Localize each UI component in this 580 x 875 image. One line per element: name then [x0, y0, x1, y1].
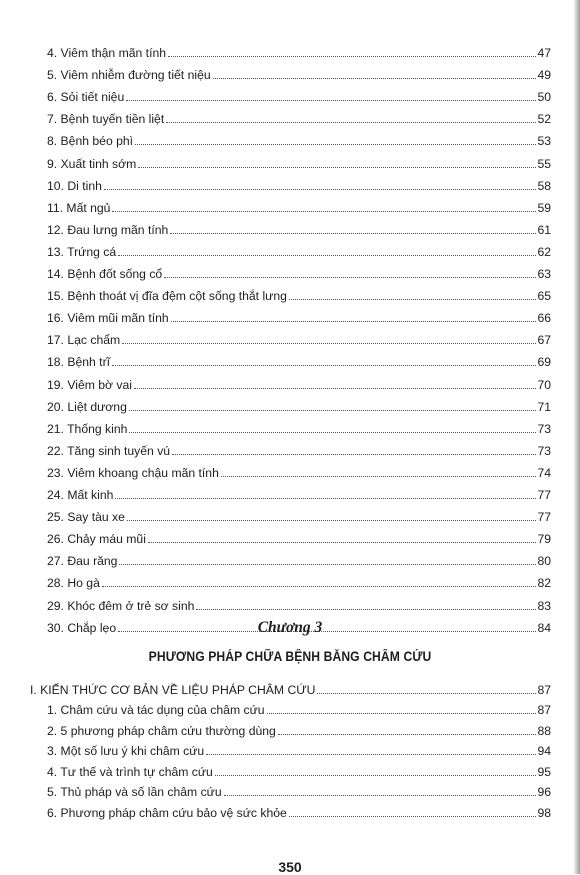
- toc-entry-label: 29. Khóc đêm ở trẻ sơ sinh: [47, 598, 195, 613]
- toc-entry-label: 25. Say tàu xe: [47, 510, 125, 525]
- toc-entry: [47, 349, 551, 369]
- page-number: 350: [278, 859, 302, 875]
- dot-leader: [267, 713, 537, 714]
- toc-entry-label: 26. Chảy máu mũi: [47, 532, 146, 547]
- dot-leader: [135, 144, 536, 145]
- toc-entry-label: 30. Chắp lẹo: [47, 620, 117, 635]
- toc-entry-label: 17. Lạc chẩm: [47, 333, 121, 348]
- dot-leader: [119, 564, 536, 565]
- toc-entry-page: 84: [537, 620, 551, 635]
- toc-entry-page: 53: [537, 134, 551, 149]
- toc-entry: [47, 718, 551, 738]
- dot-leader: [166, 122, 536, 123]
- toc-entry-label: 9. Xuất tinh sớm: [47, 156, 137, 171]
- toc-entry-page: 63: [537, 267, 551, 281]
- dot-leader: [213, 78, 537, 79]
- toc-entry: [47, 593, 551, 613]
- dot-leader: [317, 693, 536, 694]
- toc-entry: [47, 106, 551, 126]
- toc-entry: [47, 416, 551, 436]
- toc-entry-label: 5. Thủ pháp và số lần châm cứu: [47, 785, 222, 799]
- dot-leader: [112, 211, 536, 212]
- toc-entry-label: 22. Tăng sinh tuyến vú: [47, 443, 171, 458]
- toc-entry: [47, 128, 551, 148]
- toc-entry-label: 11. Mất ngủ: [47, 200, 111, 215]
- dot-leader: [170, 233, 536, 234]
- toc-entry-page: 77: [537, 510, 551, 525]
- toc-entry-label: 7. Bệnh tuyến tiền liệt: [47, 112, 165, 127]
- dot-leader: [115, 498, 536, 499]
- toc-section-page: 87: [537, 683, 551, 697]
- dot-leader: [134, 388, 536, 389]
- toc-entry-label: 6. Phương pháp châm cứu bảo vệ sức khỏe: [47, 805, 287, 820]
- toc-entry: [47, 548, 551, 568]
- toc-entry-label: 18. Bệnh trĩ: [47, 355, 111, 370]
- toc-entry-page: 47: [537, 46, 551, 60]
- dot-leader: [171, 321, 537, 322]
- toc-entry: [47, 239, 551, 259]
- toc-entry: [47, 504, 551, 524]
- page-edge-shadow: [573, 0, 580, 874]
- dot-leader: [196, 609, 536, 610]
- toc-entry-page: 95: [537, 764, 551, 779]
- dot-leader: [122, 343, 536, 344]
- toc-entry-label: 19. Viêm bờ vai: [47, 377, 132, 392]
- dot-leader: [126, 100, 536, 101]
- toc-entry-label: 28. Ho gà: [47, 576, 100, 591]
- dot-leader: [172, 454, 536, 455]
- toc-entry-page: 62: [537, 244, 551, 259]
- toc-entry-label: 5. Viêm nhiễm đường tiết niệu: [47, 68, 211, 83]
- dot-leader: [224, 795, 537, 796]
- toc-entry-page: 74: [537, 465, 551, 480]
- dot-leader: [164, 277, 536, 278]
- dot-leader: [102, 586, 537, 587]
- toc-entry-page: 66: [537, 311, 551, 326]
- toc-entry-page: 52: [537, 112, 551, 127]
- dot-leader: [148, 542, 537, 543]
- toc-section-entry: [30, 677, 551, 697]
- toc-entry-page: 87: [537, 703, 551, 717]
- toc-entry-label: 2. 5 phương pháp châm cứu thường dùng: [47, 723, 276, 738]
- dot-leader: [278, 734, 537, 735]
- toc-entry: [47, 779, 551, 799]
- toc-entry-label: 8. Bệnh béo phì: [47, 134, 134, 149]
- toc-entry: [47, 800, 551, 820]
- toc-entry: [47, 173, 551, 193]
- toc-entry: [47, 759, 551, 779]
- toc-entry: [47, 697, 551, 717]
- toc-entry-page: 73: [537, 421, 551, 436]
- toc-entry: [47, 195, 551, 215]
- toc-entry-label: 4. Tư thế và trình tự châm cứu: [47, 764, 213, 779]
- toc-entry-page: 49: [537, 68, 551, 83]
- chapter-heading: Chương 3: [257, 619, 323, 636]
- toc-entry: [47, 305, 551, 325]
- dot-leader: [112, 365, 536, 366]
- toc-entry-page: 96: [537, 785, 551, 799]
- toc-entry-label: 24. Mất kinh: [47, 488, 114, 502]
- toc-entry-page: 65: [537, 289, 551, 304]
- toc-entry-page: 70: [537, 377, 551, 392]
- dot-leader: [118, 255, 536, 256]
- toc-entry-label: 4. Viêm thận mãn tính: [47, 46, 167, 60]
- toc-entry-page: 77: [537, 488, 551, 502]
- toc-entry: [47, 217, 551, 237]
- toc-entry: [47, 526, 551, 546]
- toc-entry-label: 27. Đau răng: [47, 554, 118, 569]
- toc-entry-page: 59: [537, 200, 551, 215]
- toc-entry: [47, 84, 551, 104]
- toc-entry-page: 83: [537, 598, 551, 613]
- toc-entry-label: 20. Liệt dương: [47, 399, 127, 414]
- dot-leader: [104, 189, 537, 190]
- toc-entry-label: 23. Viêm khoang chậu mãn tính: [47, 465, 219, 480]
- dot-leader: [168, 56, 536, 57]
- dot-leader: [129, 410, 537, 411]
- dot-leader: [138, 167, 536, 168]
- toc-entry: [47, 151, 551, 171]
- toc-entry: [47, 283, 551, 303]
- toc-entry-page: 88: [537, 723, 551, 738]
- dot-leader: [215, 775, 537, 776]
- toc-entry: [47, 394, 551, 414]
- dot-leader: [127, 520, 537, 521]
- toc-entry-page: 55: [537, 156, 551, 171]
- toc-entry: [47, 327, 551, 347]
- dot-leader: [129, 432, 536, 433]
- toc-entry-page: 58: [537, 178, 551, 193]
- toc-entry-label: 6. Sỏi tiết niệu: [47, 90, 125, 105]
- toc-entry: [47, 372, 551, 392]
- toc-entry: [47, 738, 551, 758]
- toc-entry-label: 12. Đau lưng mãn tính: [47, 222, 169, 237]
- toc-entry-page: 98: [537, 805, 551, 820]
- toc-entry-page: 61: [537, 222, 551, 237]
- dot-leader: [289, 299, 537, 300]
- toc-entry-page: 80: [537, 554, 551, 569]
- toc-entry-page: 79: [537, 532, 551, 547]
- dot-leader: [221, 476, 537, 477]
- toc-entry: [47, 438, 551, 458]
- toc-entry-label: 15. Bệnh thoát vị đĩa đệm cột sống thắt lưng: [47, 289, 287, 304]
- toc-entry-page: 94: [537, 744, 551, 758]
- toc-entry-label: 3. Một số lưu ý khi châm cứu: [47, 744, 205, 758]
- toc-entry-page: 50: [537, 90, 551, 105]
- toc-entry-label: 14. Bệnh đốt sống cổ: [47, 267, 163, 281]
- dot-leader: [289, 816, 537, 817]
- toc-entry: [47, 482, 551, 502]
- dot-leader: [206, 754, 536, 755]
- toc-entry-label: 13. Trứng cá: [47, 244, 117, 259]
- toc-entry-page: 69: [537, 355, 551, 370]
- toc-entry: [47, 40, 551, 60]
- toc-entry-label: 1. Châm cứu và tác dụng của châm cứu: [47, 703, 265, 717]
- toc-section-label: I. KIẾN THỨC CƠ BẢN VỀ LIỆU PHÁP CHÂM CỨU: [30, 683, 316, 697]
- toc-entry-page: 71: [537, 399, 551, 414]
- toc-entry: [47, 261, 551, 281]
- toc-entry-label: 10. Di tinh: [47, 178, 102, 193]
- toc-entry: [47, 570, 551, 590]
- toc-entry-label: 16. Viêm mũi mãn tính: [47, 311, 169, 326]
- chapter-title: PHƯƠNG PHÁP CHỮA BỆNH BẰNG CHÂM CỨU: [148, 649, 432, 664]
- toc-entry-page: 82: [537, 576, 551, 591]
- toc-entry-label: 21. Thống kinh: [47, 421, 128, 436]
- toc-entry-page: 67: [537, 333, 551, 348]
- toc-entry: [47, 460, 551, 480]
- toc-entry: [47, 62, 551, 82]
- toc-entry-page: 73: [537, 443, 551, 458]
